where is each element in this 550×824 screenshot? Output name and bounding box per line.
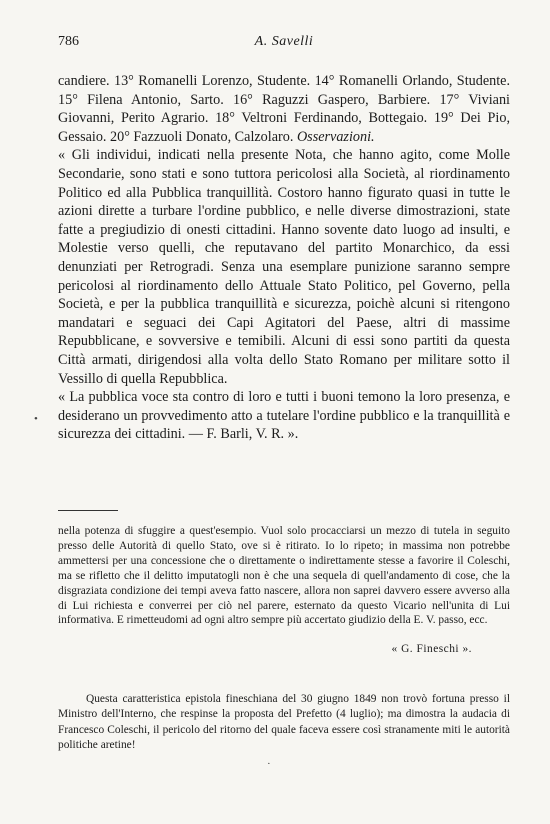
page-header xyxy=(58,34,510,52)
footnote-signature: « G. Fineschi ». xyxy=(391,643,472,656)
editorial-note-text: Questa caratteristica epistola fineschiana del 30 giugno 1849 non trovò fortuna presso il Ministro dell'Interno, che respinse la proposta del Prefetto (4 luglio); ma dimostra la audacia di Francesco Coleschi, il pericolo del ritorno del quale faceva essere così stranamente miti le autorità politiche aretine! xyxy=(58,693,510,752)
footnote-block xyxy=(58,524,510,657)
page-number: 786 xyxy=(58,34,79,49)
running-head: A. Savelli xyxy=(254,34,314,49)
paragraph-conclusion: « La pubblica voce sta contro di loro e tutti i buoni temono la loro presenza, e desiderano un provvedimento atto a tutelare l'ordine pubblico e la tranquillità e sicurezza dei cittadini. — F. Barli, V. R. ». xyxy=(58,389,510,443)
editorial-note xyxy=(58,692,510,754)
footnote-divider xyxy=(58,510,118,511)
paragraph-list-continuation: candiere. 13° Romanelli Lorenzo, Studente. 14° Romanelli Orlando, Studente. 15° Filena Antonio, Sarto. 16° Raguzzi Gaspero, Barbiere. 17° Viviani Giovanni, Perito Agrario. 18° Veltroni Ferdinando, Bottegaio. 19° Dei Pio, Gessaio. 20° Fazzuoli Donato, Calzolaro. Osservazioni. xyxy=(58,73,510,145)
stray-mark: · xyxy=(267,758,271,770)
margin-mark: • xyxy=(34,413,38,425)
observations-heading: Osservazioni. xyxy=(296,128,375,145)
paragraph-observations: « Gli individui, indicati nella presente Nota, che hanno agito, come Molle Secondarie, sono stati e sono tuttora pericolosi alla Società, al riordinamento Politico ed alla Pubblica tranquillità. Costoro hanno figurato quasi in tutte le azioni dirette a turbare l'ordine pubblico, e nelle diverse dimostrazioni, state fatte a pregiudizio di onesti cittadini. Hanno sovente dato luogo ad insulti, e Molestie verso quelli, che reputavano del partito Monarchico, da essi denunziati per Retrogradi. Senza una esemplare punizione saranno sempre pericolosi al riordinamento dello Attuale Stato Politico, pel Governo, pella Società, e per la pubblica tranquillità e sicurezza, poichè alcuni si ritengono mandatari e seguaci dei Capi Agitatori del Paese, altri di massime Repubblicane, e sovversive e temibili. Alcuni di essi sono partiti da questa Città armati, dirigendosi alla volta dello Stato Romano per militare sotto il Vessillo di quella Repubblica. xyxy=(58,147,510,387)
footnote-text: nella potenza di sfuggire a quest'esempio. Vuol solo procacciarsi un mezzo di tutela in seguito presso delle Autorità di quello Stato, ove si è ritirato. Io lo ripeto; in massima non potrebbe ammettersi per una concessione che o direttamente o indirettamente stesse a favorire il Coleschi, ma se rifletto che il delitto imputatogli non è che una sequela di quell'andamento di cose, che la disgraziata condizione dei tempi aveva fatto nascere, allora non saprei davvero essere avverso alla di Lui richiesta e converrei per ciò nel parere, esternato da questo Vicario nell'unita di Lui informativa. E rimetteudomi ad ogni altro sempre più accertato giudizio della E. V. passo, ecc. xyxy=(58,525,510,627)
main-text xyxy=(58,72,510,444)
